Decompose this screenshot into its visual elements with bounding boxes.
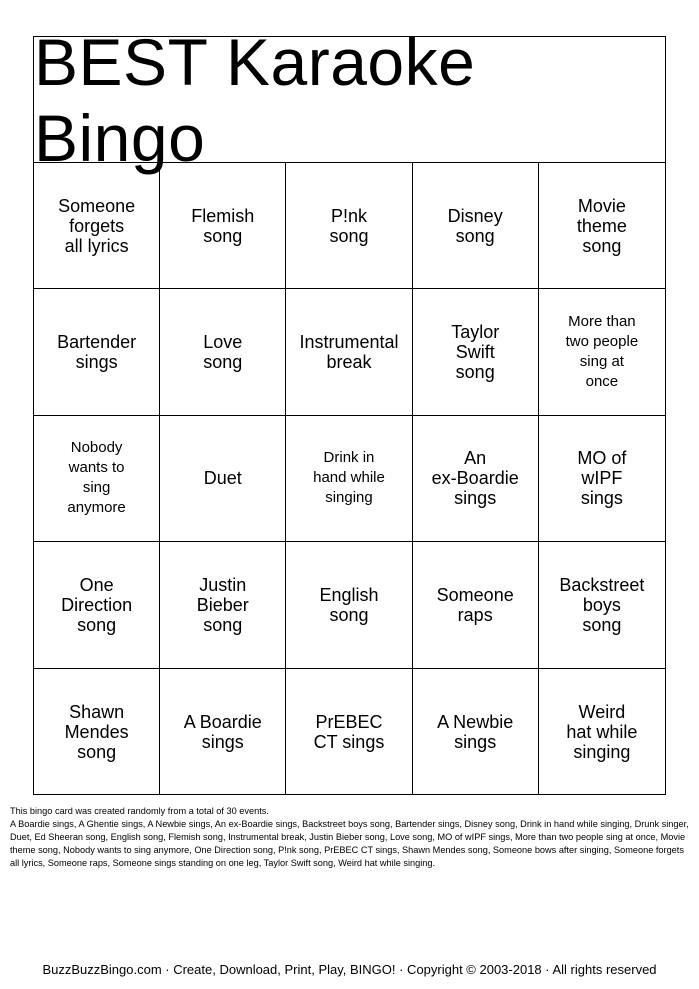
bingo-cell-text: Duet (203, 468, 242, 489)
card-title: BEST Karaoke Bingo (34, 37, 665, 163)
bingo-card (33, 24, 666, 795)
bingo-cell-text: Flemish song (191, 205, 255, 246)
bingo-cell-text: Someone forgets all lyrics (58, 195, 136, 256)
bingo-cell-text: Taylor Swift song (451, 322, 500, 383)
bingo-cell-text: English song (319, 584, 379, 625)
bingo-cell (539, 416, 665, 542)
bingo-cell-text: Instrumental break (299, 332, 399, 373)
bingo-cell (160, 542, 286, 668)
bingo-cell (286, 669, 412, 795)
bingo-cell-text: PrEBEC CT sings (313, 711, 385, 752)
info-intro: This bingo card was created randomly from a total of 30 events. (10, 806, 269, 816)
bingo-cell (286, 289, 412, 415)
bingo-cell (286, 163, 412, 289)
bingo-cell (413, 542, 539, 668)
bingo-cell-text: Love song (203, 332, 243, 373)
bingo-cell (413, 669, 539, 795)
bingo-cell-text: Bartender sings (57, 332, 137, 373)
bingo-cell-text: Shawn Mendes song (64, 701, 129, 762)
bingo-cell-text: Weird hat while singing (566, 701, 638, 762)
bingo-cell (286, 416, 412, 542)
bingo-cell-text: Someone raps (436, 584, 514, 625)
bingo-cell (160, 289, 286, 415)
bingo-cell-text: MO of wIPF sings (577, 448, 627, 509)
bingo-cell (539, 542, 665, 668)
bingo-cell-text: Movie theme song (576, 195, 627, 256)
bingo-grid (34, 163, 665, 795)
bingo-cell (413, 416, 539, 542)
bingo-cell (539, 163, 665, 289)
bingo-cell-text: Nobody wants to sing anymore (67, 439, 126, 517)
card-info (10, 805, 694, 870)
bingo-cell (34, 542, 160, 668)
bingo-cell (539, 669, 665, 795)
bingo-cell-text: An ex-Boardie sings (431, 448, 519, 509)
bingo-cell-text: Justin Bieber song (196, 574, 249, 635)
bingo-cell-text: P!nk song (329, 205, 369, 246)
bingo-cell (413, 163, 539, 289)
bingo-cell-text: Backstreet boys song (559, 574, 645, 635)
bingo-cell (413, 289, 539, 415)
bingo-cell (34, 669, 160, 795)
bingo-cell (286, 542, 412, 668)
bingo-cell-text: A Boardie sings (183, 711, 262, 752)
bingo-cell (539, 289, 665, 415)
footer-text: BuzzBuzzBingo.com · Create, Download, Print, Play, BINGO! · Copyright © 2003-2018 · All rights reserved (42, 962, 657, 977)
bingo-cell (34, 289, 160, 415)
bingo-cell (34, 416, 160, 542)
bingo-cell-text: More than two people sing at once (565, 313, 639, 391)
bingo-cell-text: Drink in hand while singing (313, 449, 385, 507)
bingo-cell (160, 669, 286, 795)
bingo-cell (160, 416, 286, 542)
bingo-cell-text: One Direction song (61, 574, 133, 635)
bingo-cell-text: Disney song (447, 205, 503, 246)
bingo-cell (34, 163, 160, 289)
bingo-cell-text: A Newbie sings (437, 711, 514, 752)
bingo-cell (160, 163, 286, 289)
info-events: A Boardie sings, A Ghentie sings, A Newbie sings, An ex-Boardie sings, Backstreet boys song, Bartender sings, Disney song, Drink in hand while singing, Drunk singer, Duet, Ed Sheeran song, English song, Flemish song, Instrumental break, Justin Bieber song, Love song, MO of wIPF sings, More than two people sing at once, Movie theme song, Nobody wants to sing anymore, One Direction song, P!nk song, PrEBEC CT sings, Shawn Mendes song, Someone bows after singing, Someone forgets all lyrics, Someone raps, Someone sings standing on one leg, Taylor Swift song, Weird hat while singing. (10, 819, 689, 868)
